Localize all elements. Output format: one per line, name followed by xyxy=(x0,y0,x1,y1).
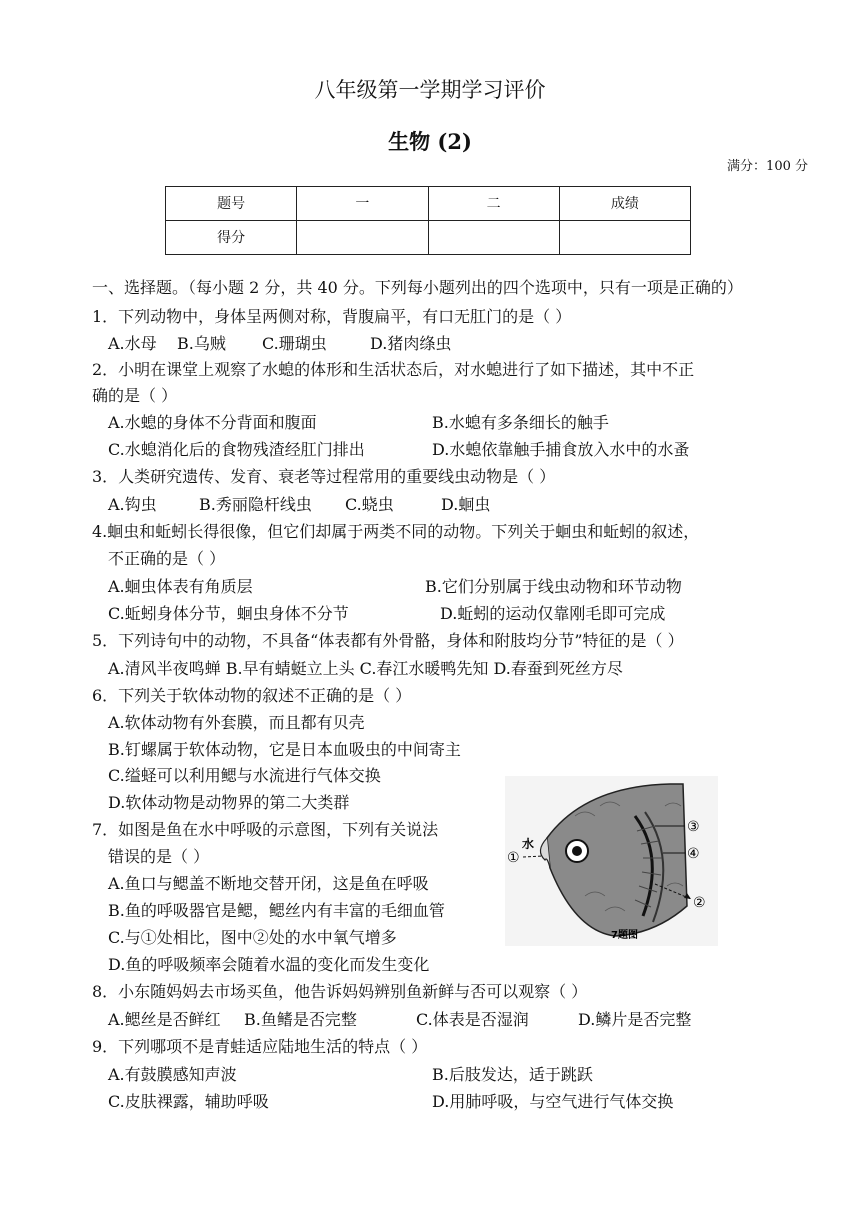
question-6-option-d: D.软体动物是动物界的第二大类群 xyxy=(108,793,350,812)
water-label: 水 xyxy=(522,837,535,851)
question-2-stem-line1: 2．小明在课堂上观察了水螅的体形和生活状态后，对水螅进行了如下描述，其中不正 xyxy=(92,360,695,379)
score-table-header-row xyxy=(166,187,691,221)
score-row-label: 得分 xyxy=(166,221,297,255)
question-4-stem-line1: 4.蛔虫和蚯蚓长得很像，但它们却属于两类不同的动物。下列关于蛔虫和蚯蚓的叙述， xyxy=(92,522,700,541)
score-header-cell: 成绩 xyxy=(559,187,690,221)
question-3-option-c: C.蛲虫 xyxy=(345,495,394,514)
question-6-option-b: B.钉螺属于软体动物，它是日本血吸虫的中间寄主 xyxy=(108,740,461,759)
question-9-option-c: C.皮肤裸露，辅助呼吸 xyxy=(108,1092,269,1111)
question-1-option-d: D.猪肉绦虫 xyxy=(370,334,452,353)
score-cell-empty xyxy=(297,221,428,255)
question-8-option-d: D.鳞片是否完整 xyxy=(578,1010,692,1029)
question-7-option-d: D.鱼的呼吸频率会随着水温的变化而发生变化 xyxy=(108,955,430,974)
question-4-stem-line2: 不正确的是（ ） xyxy=(108,549,226,568)
question-3-option-a: A.钩虫 xyxy=(108,495,157,514)
question-3-option-b: B.秀丽隐杆线虫 xyxy=(199,495,312,514)
marker-1: ① xyxy=(507,850,520,866)
question-9-stem: 9．下列哪项不是青蛙适应陆地生活的特点（ ） xyxy=(92,1037,428,1056)
question-2-option-a: A.水螅的身体不分背面和腹面 xyxy=(108,413,317,432)
question-4-option-c: C.蚯蚓身体分节，蛔虫身体不分节 xyxy=(108,604,349,623)
question-2-option-b: B.水螅有多条细长的触手 xyxy=(432,413,609,432)
question-2-stem-line2: 确的是（ ） xyxy=(92,386,178,405)
score-table xyxy=(165,186,691,255)
question-4-option-a: A.蛔虫体表有角质层 xyxy=(108,577,253,596)
question-8-option-c: C.体表是否湿润 xyxy=(416,1010,529,1029)
question-8-stem: 8．小东随妈妈去市场买鱼，他告诉妈妈辨别鱼新鲜与否可以观察（ ） xyxy=(92,982,588,1001)
question-1-option-c: C.珊瑚虫 xyxy=(262,334,327,353)
question-7-option-c: C.与①处相比，图中②处的水中氧气增多 xyxy=(108,928,397,947)
score-header-cell: 一 xyxy=(297,187,428,221)
section-heading: 一、选择题。（每小题 2 分，共 40 分。下列每小题列出的四个选项中，只有一项是正确的） xyxy=(92,278,743,297)
score-cell-empty xyxy=(428,221,559,255)
question-5-options: A.清风半夜鸣蝉 B.早有蜻蜓立上头 C.春江水暖鸭先知 D.春蚕到死丝方尽 xyxy=(108,659,623,678)
question-7-stem-line2: 错误的是（ ） xyxy=(108,847,210,866)
question-2-option-c: C.水螅消化后的食物残渣经肛门排出 xyxy=(108,440,365,459)
question-1-option-b: B.乌贼 xyxy=(177,334,226,353)
question-6-stem: 6．下列关于软体动物的叙述不正确的是（ ） xyxy=(92,686,412,705)
marker-3: ③ xyxy=(687,819,700,835)
question-8-option-a: A.鳃丝是否鲜红 xyxy=(108,1010,221,1029)
question-7-option-a: A.鱼口与鳃盖不断地交替开闭，这是鱼在呼吸 xyxy=(108,874,429,893)
question-1-option-a: A.水母 xyxy=(108,334,157,353)
question-8-option-b: B.鱼鳍是否完整 xyxy=(244,1010,357,1029)
score-table-score-row xyxy=(166,221,691,255)
question-3-stem: 3．人类研究遗传、发育、衰老等过程常用的重要线虫动物是（ ） xyxy=(92,467,556,486)
score-cell-empty xyxy=(559,221,690,255)
question-5-stem: 5．下列诗句中的动物，不具备“体表都有外骨骼，身体和附肢均分节”特征的是（ ） xyxy=(92,631,684,650)
score-header-cell: 题号 xyxy=(166,187,297,221)
question-6-option-a: A.软体动物有外套膜，而且都有贝壳 xyxy=(108,713,365,732)
page-title: 八年级第一学期学习评价 xyxy=(314,78,546,102)
question-9-option-a: A.有鼓膜感知声波 xyxy=(108,1065,237,1084)
question-9-option-b: B.后肢发达，适于跳跃 xyxy=(432,1065,593,1084)
question-3-option-d: D.蛔虫 xyxy=(441,495,491,514)
figure-caption: 7题图 xyxy=(611,930,638,941)
question-2-option-d: D.水螅依靠触手捕食放入水中的水蚤 xyxy=(432,440,690,459)
question-7-stem-line1: 7．如图是鱼在水中呼吸的示意图，下列有关说法 xyxy=(92,820,439,839)
question-4-option-b: B.它们分别属于线虫动物和环节动物 xyxy=(425,577,682,596)
question-4-option-d: D.蚯蚓的运动仅靠刚毛即可完成 xyxy=(440,604,666,623)
marker-2: ② xyxy=(693,895,706,911)
page-subtitle: 生物 (2) xyxy=(388,129,472,154)
fish-respiration-figure xyxy=(505,776,718,946)
score-header-cell: 二 xyxy=(428,187,559,221)
question-7-option-b: B.鱼的呼吸器官是鳃，鳃丝内有丰富的毛细血管 xyxy=(108,901,445,920)
question-1-stem: 1．下列动物中，身体呈两侧对称，背腹扁平，有口无肛门的是（ ） xyxy=(92,307,572,326)
marker-4: ④ xyxy=(687,846,700,862)
question-9-option-d: D.用肺呼吸，与空气进行气体交换 xyxy=(432,1092,674,1111)
question-6-option-c: C.缢蛏可以利用鳃与水流进行气体交换 xyxy=(108,766,381,785)
full-score: 满分：100 分 xyxy=(727,159,808,174)
